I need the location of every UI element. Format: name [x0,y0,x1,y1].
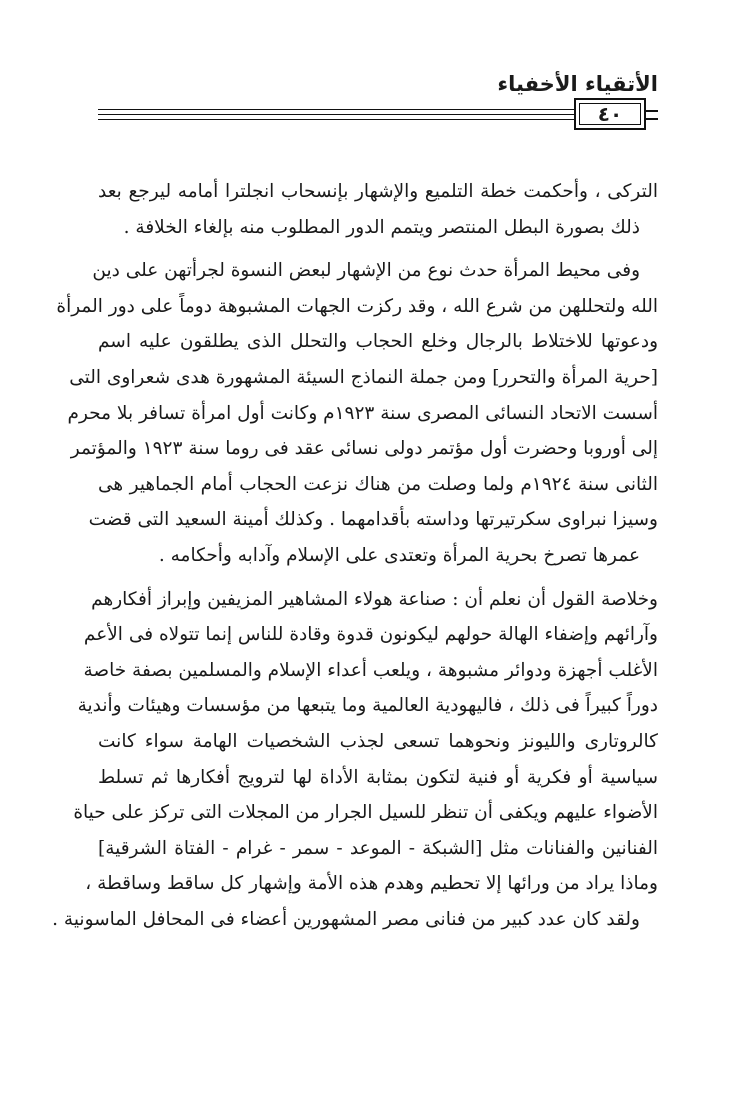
text-line: وفى محيط المرأة حدث نوع من الإشهار لبعض النسوة لجرأتهن على دين [92,260,640,282]
text-line: الأغلب أجهزة ودوائر مشبوهة ، ويلعب أعداء الإسلام والمسلمين بصفة خاصة [83,659,658,681]
header-rule [98,119,574,120]
text-line: الثانى سنة ١٩٢٤م ولما وصلت من هناك نزعت الحجاب أمام الجماهير هى [98,473,659,495]
text-line: وخلاصة القول أن نعلم أن : صناعة هولاء المشاهير المزيفين وإبراز أفكارهم [91,588,658,610]
text-line: الله ولتحللهن من شرع الله ، وقد ركزت الجهات المشبوهة دوماً على دور المرأة [56,295,658,317]
paragraph [52,582,658,938]
header-rule [98,109,574,110]
text-line: الفنانين والفنانات مثل [الشبكة - الموعد - سمر - غرام - الفتاة الشرقية] [98,837,658,859]
text-line: وماذا يراد من ورائها إلا تحطيم وهدم هذه الأمة وإشهار كل ساقط وساقطة ، [85,873,658,895]
header-rule [98,114,574,115]
text-line: ذلك بصورة البطل المنتصر ويتمم الدور المطلوب منه بإلغاء الخلافة . [123,216,640,238]
text-line: عمرها تصرخ بحرية المرأة وتعتدى على الإسلام وآدابه وأحكامه . [158,544,640,566]
paragraph [98,174,658,245]
header-rule-tail [646,118,658,120]
text-line: ودعوتها للاختلاط بالرجال وخلع الحجاب والتحلل الذى يطلقون عليه اسم [98,331,658,353]
text-line: الأضواء عليهم ويكفى أن تنظر للسيل الجرار من المجلات التى تركز على حياة [73,802,658,824]
text-line: إلى أوروبا وحضرت أول مؤتمر دولى نسائى عقد فى روما سنة ١٩٢٣ والمؤتمر [70,438,658,460]
body-text [52,174,659,937]
text-line: التركى ، وأحكمت خطة التلميع والإشهار بإنسحاب انجلترا أمامه ليرجع بعد [98,181,658,202]
running-title: الأتقياء الأخفياء [497,72,658,96]
text-line: سياسية أو فكرية أو فنية لتكون بمثابة الأداة لها لترويج أفكارها ثم تسلط [98,766,658,788]
text-line: كالروتارى والليونز ونحوهما تسعى لجذب الشخصيات الهامة سواء كانت [98,730,658,752]
text-line: أسست الاتحاد النسائى المصرى سنة ١٩٢٣م وكانت أول امرأة تسافر بلا محرم [67,402,658,424]
paragraph [56,253,659,573]
text-line: دوراً كبيراً فى ذلك ، فاليهودية العالمية وما يتبعها من مؤسسات وهيئات وأندية [77,695,658,717]
text-line: وآرائهم وإضفاء الهالة حولهم ليكونون قدوة وقادة للناس إنما تتولاه فى الأعم [83,624,658,646]
page-number: ٤٠ [597,102,623,126]
text-line: وسيزا نبراوى سكرتيرتها وداسته بأقدامهما . وكذلك أمينة السعيد التى قضت [88,509,658,531]
text-line: [حرية المرأة والتحرر] ومن جملة النماذج السيئة المشهورة هدى شعراوى التى [69,366,658,388]
page-number-box [574,98,646,130]
header-rule-tail [646,110,658,112]
text-line: ولقد كان عدد كبير من فنانى مصر المشهورين أعضاء فى المحافل الماسونية . [52,908,640,930]
